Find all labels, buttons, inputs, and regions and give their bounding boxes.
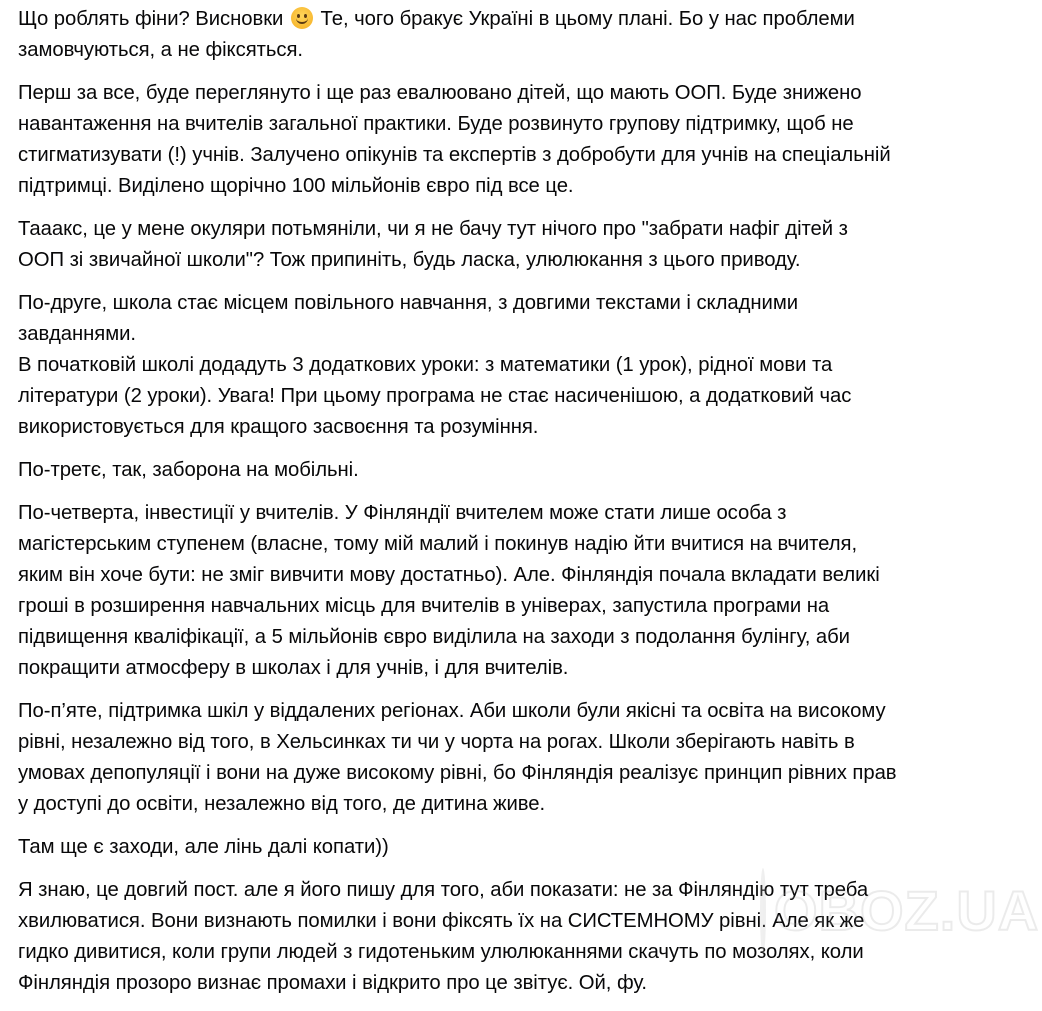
text-line: Я знаю, це довгий пост. але я його пишу для того, аби показати: не за Фінляндію тут треба xyxy=(18,879,869,901)
paragraph-commentary xyxy=(18,214,1038,276)
text-line: використовується для кращого засвоєння та розуміння. xyxy=(18,416,539,438)
post-body xyxy=(18,4,1038,1011)
text-line: По-третє, так, заборона на мобільні. xyxy=(18,459,359,481)
watermark-text: OBOZ.UA xyxy=(774,879,1040,942)
text-line: Там ще є заходи, але лінь далі копати)) xyxy=(18,836,389,858)
paragraph-fifth-point xyxy=(18,696,1038,820)
text-line: у доступі до освіти, незалежно від того, де дитина живе. xyxy=(18,793,546,815)
text-segment: Те, чого бракує Україні в цьому плані. Бо у нас проблеми xyxy=(314,8,855,30)
paragraph-more-measures xyxy=(18,832,1038,863)
paragraph-intro xyxy=(18,4,1038,66)
text-line: магістерським ступенем (власне, тому мій малий і покинув надію йти вчитися на вчителя, xyxy=(18,533,858,555)
text-line: підтримці. Виділено щорічно 100 мільйонів євро під все це. xyxy=(18,175,574,197)
paragraph-second-point xyxy=(18,288,1038,443)
paragraph-third-point xyxy=(18,455,1038,486)
paragraph-fourth-point xyxy=(18,498,1038,684)
text-segment: Що роблять фіни? Висновки xyxy=(18,8,289,30)
text-line: літератури (2 уроки). Увага! При цьому програма не стає насиченішою, а додатковий час xyxy=(18,385,852,407)
text-line: рівні, незалежно від того, в Хельсинках ти чи у чорта на рогах. Школи зберігають навіть в xyxy=(18,731,855,753)
text-line: По-п’яте, підтримка шкіл у віддалених регіонах. Аби школи були якісні та освіта на високому xyxy=(18,700,886,722)
text-line: гроші в розширення навчальних місць для вчителів в універах, запустила програми на xyxy=(18,595,830,617)
text-line: Фінляндія прозоро визнає промахи і відкрито про це звітує. Ой, фу. xyxy=(18,972,648,994)
paragraph-first-point xyxy=(18,78,1038,202)
text-line: По-четверта, інвестиції у вчителів. У Фінляндії вчителем може стати лише особа з xyxy=(18,502,787,524)
text-line: гидко дивитися, коли групи людей з гидотеньким улюлюканнями скачуть по мозолях, коли xyxy=(18,941,864,963)
text-line: підвищення кваліфікації, а 5 мільйонів євро виділила на заходи з подолання булінгу, аби xyxy=(18,626,850,648)
text-line: навантаження на вчителів загальної практики. Буде розвинуто групову підтримку, щоб не xyxy=(18,113,854,135)
text-line: ООП зі звичайної школи"? Тож припиніть, будь ласка, улюлюкання з цього приводу. xyxy=(18,249,801,271)
text-line: замовчуються, а не фіксяться. xyxy=(18,39,303,61)
text-line: завданнями. xyxy=(18,323,136,345)
text-line: хвилюватися. Вони визнають помилки і вони фіксять їх на СИСТЕМНОМУ рівні. Але як же xyxy=(18,910,865,932)
slightly-smiling-face-icon xyxy=(291,7,313,29)
text-line xyxy=(18,4,1038,35)
text-line: стигматизувати (!) учнів. Залучено опікунів та експертів з добробути для учнів на спеціальній xyxy=(18,144,891,166)
text-line: покращити атмосферу в школах і для учнів, і для вчителів. xyxy=(18,657,569,679)
text-line: яким він хоче бути: не зміг вивчити мову достатньо). Але. Фінляндія почала вкладати великі xyxy=(18,564,880,586)
text-line: Тааакс, це у мене окуляри потьмяніли, чи я не бачу тут нічого про "забрати нафіг дітей з xyxy=(18,218,848,240)
paragraph-conclusion xyxy=(18,875,1038,999)
text-line: По-друге, школа стає місцем повільного навчання, з довгими текстами і складними xyxy=(18,292,798,314)
text-line: умовах депопуляції і вони на дуже високому рівні, бо Фінляндія реалізує принцип рівних прав xyxy=(18,762,897,784)
text-line: В початковій школі додадуть 3 додаткових уроки: з математики (1 урок), рідної мови та xyxy=(18,354,833,376)
text-line: Перш за все, буде переглянуто і ще раз евалюовано дітей, що мають ООП. Буде знижено xyxy=(18,82,862,104)
